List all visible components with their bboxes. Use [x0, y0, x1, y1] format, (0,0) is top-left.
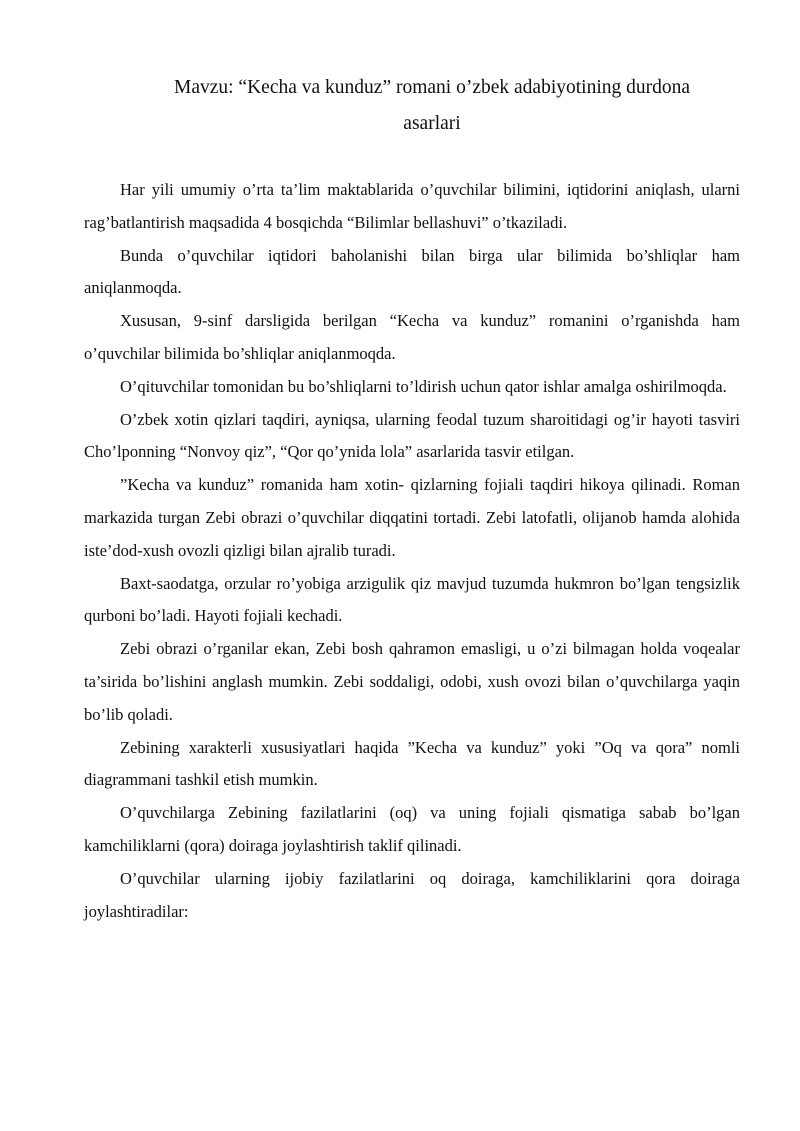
title-line-1: Mavzu: “Kecha va kunduz” romani o’zbek adabiyotining durdona — [173, 77, 691, 98]
paragraph-8: Zebi obrazi o’rganilar ekan, Zebi bosh qahramon emasligi, u o’zi bilmagan holda voqealar ta’sirida bo’lishini anglash mumkin. Zebi soddaligi, odobi, xush ovozi bilan o’quvchilarga yaqin bo’lib qoladi. — [84, 639, 740, 724]
page-title — [84, 70, 740, 142]
paragraph-2: Bunda o’quvchilar iqtidori baholanishi bilan birga ular bilimida bo’shliqlar ham aniqlanmoqda. — [84, 245, 740, 298]
paragraph-9: Zebining xarakterli xususiyatlari haqida ”Kecha va kunduz” yoki ”Oq va qora” nomli diagrammani tashkil etish mumkin. — [84, 737, 740, 790]
paragraph-11: O’quvchilar ularning ijobiy fazilatlarini oq doiraga, kamchiliklarini qora doiraga joylashtiradilar: — [84, 868, 740, 921]
paragraph-6: ”Kecha va kunduz” romanida ham xotin- qizlarning fojiali taqdiri hikoya qilinadi. Roman markazida turgan Zebi obrazi o’quvchilar diqqatini tortadi. Zebi latofatli, olijanob hamda alohida iste’dod-xush ovozli qizligi bilan ajralib turadi. — [84, 475, 740, 560]
paragraph-4: O’qituvchilar tomonidan bu bo’shliqlarni to’ldirish uchun qator ishlar amalga oshirilmoqda. — [120, 376, 727, 396]
paragraph-3: Xususan, 9-sinf darsligida berilgan “Kecha va kunduz” romanini o’rganishda ham o’quvchilar bilimida bo’shliqlar aniqlanmoqda. — [84, 311, 740, 363]
paragraph-10: O’quvchilarga Zebining fazilatlarini (oq) va uning fojiali qismatiga sabab bo’lgan kamchiliklarni (qora) doiraga joylashtirish taklif qilinadi. — [84, 803, 740, 855]
paragraph-7: Baxt-saodatga, orzular ro’yobiga arzigulik qiz mavjud tuzumda hukmron bo’lgan tengsizlik qurboni bo’ladi. Hayoti fojiali kechadi. — [84, 573, 740, 626]
title-line-2: asarlari — [403, 113, 461, 134]
paragraph-5: O’zbek xotin qizlari taqdiri, ayniqsa, ularning feodal tuzum sharoitidagi og’ir hayoti tasviri Cho’lponning “Nonvoy qiz”, “Qor qo’ynida lola” asarlarida tasvir etilgan. — [84, 409, 740, 462]
document-body — [84, 174, 740, 928]
paragraph-1: Har yili umumiy o’rta ta’lim maktablarida o’quvchilar bilimini, iqtidorini aniqlash, ularni rag’batlantirish maqsadida 4 bosqichda “Bilimlar bellashuvi” o’tkaziladi. — [84, 180, 740, 232]
